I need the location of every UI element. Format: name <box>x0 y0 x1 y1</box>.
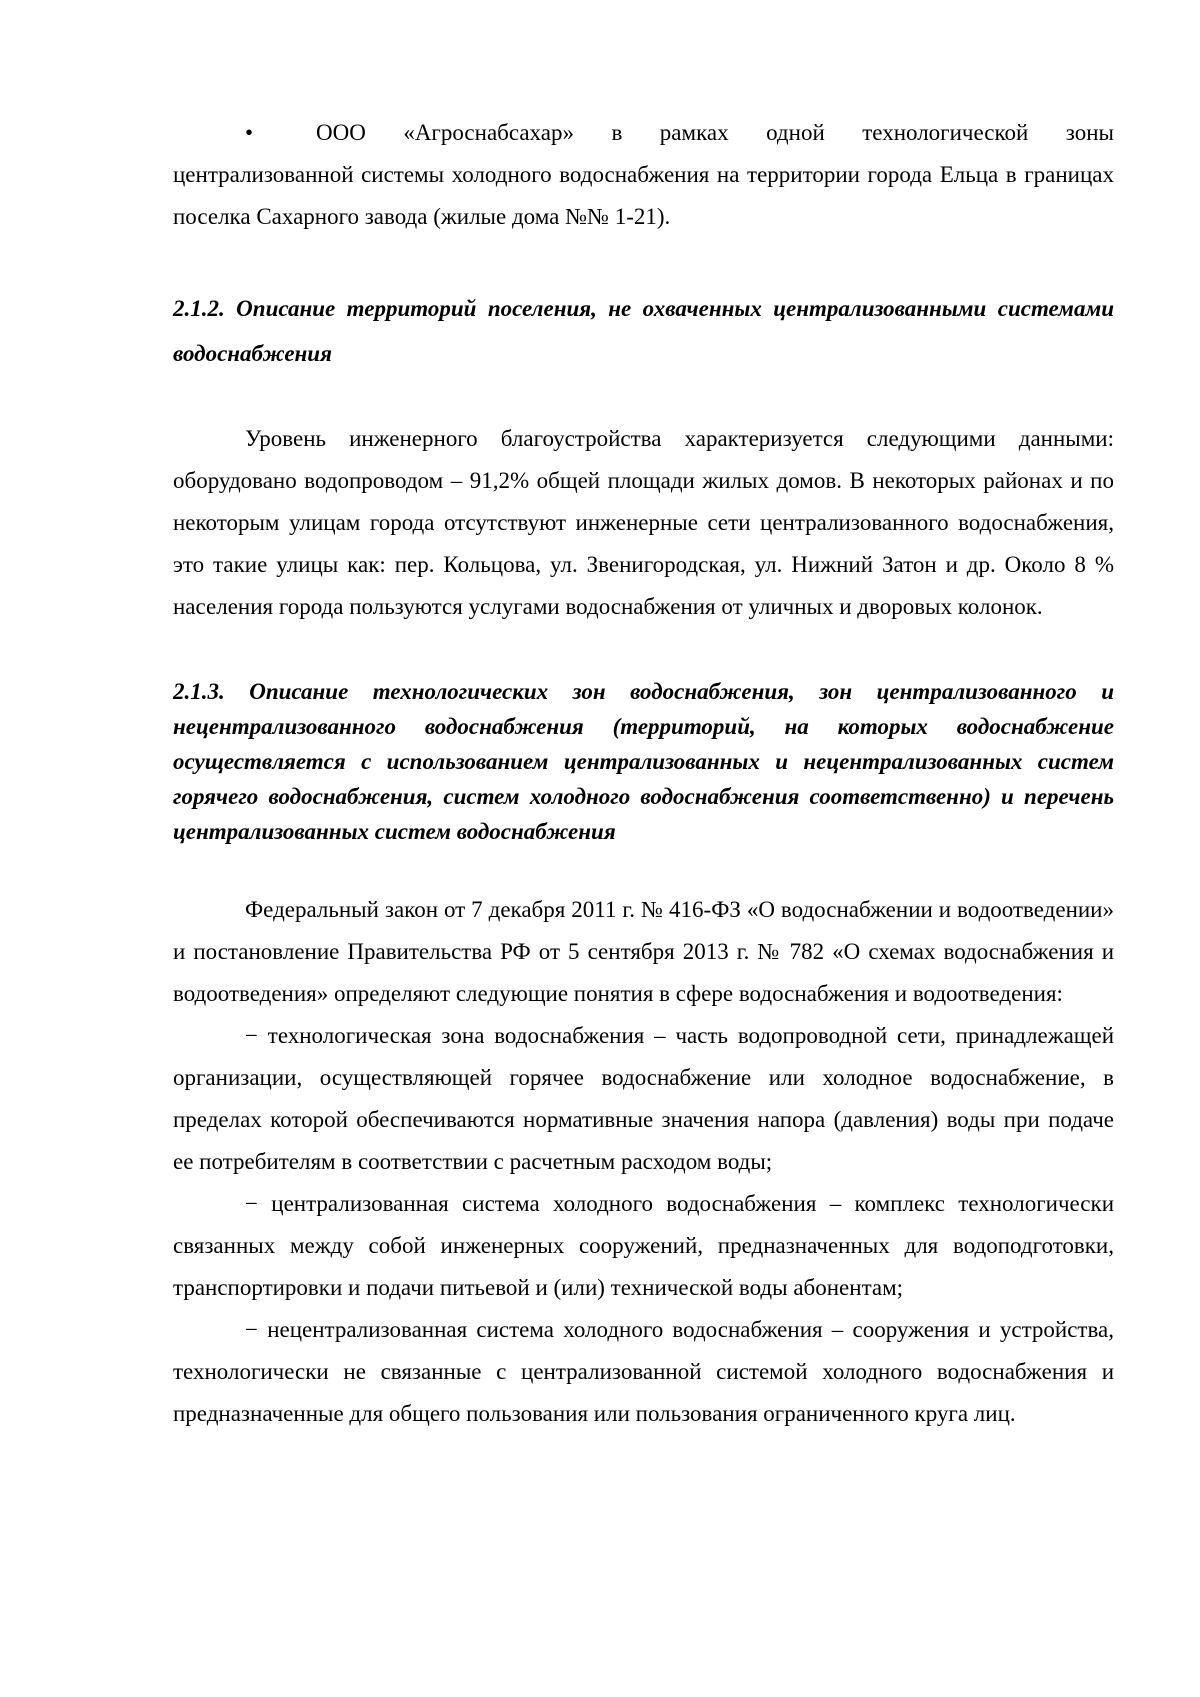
bullet-list-item <box>173 112 1114 238</box>
paragraph-federal-law: Федеральный закон от 7 декабря 2011 г. № 416-ФЗ «О водоснабжении и водоотведении» и постановление Правительства РФ от 5 сентября 2013 г. № 782 «О схемах водоснабжения и водоотведения» определяют следующие понятия в сфере водоснабжения и водоотведения: <box>173 897 1114 1006</box>
definition-centralized-system: − централизованная система холодного водоснабжения – комплекс технологически связанных между собой инженерных сооружений, предназначенных для водоподготовки, транспортировки и подачи питьевой и (или) технической воды абонентам; <box>173 1191 1114 1300</box>
section-heading-2-1-3: 2.1.3. Описание технологических зон водоснабжения, зон централизованного и нецентрализованного водоснабжения (территорий, на которых водоснабжение осуществляется с использованием централизованных и нецентрализованных систем горячего водоснабжения, систем холодного водоснабжения соответственно) и перечень централизованных систем водоснабжения <box>173 679 1114 844</box>
bullet-item-first-line: ООО «Агроснабсахар» в рамках одной технологической зоны <box>316 120 1114 145</box>
section-heading-2-1-2: 2.1.2. Описание территорий поселения, не охваченных централизованными системами водоснабжения <box>173 296 1114 366</box>
definition-technological-zone: − технологическая зона водоснабжения – часть водопроводной сети, принадлежащей организации, осуществляющей горячее водоснабжение или холодное водоснабжение, в пределах которой обеспечиваются нормативные значения напора (давления) воды при подаче ее потребителям в соответствии с расчетным расходом воды; <box>173 1023 1114 1174</box>
definition-decentralized-system: − нецентрализованная система холодного водоснабжения – сооружения и устройства, технологически не связанные с централизованной системой холодного водоснабжения и предназначенные для общего пользования или пользования ограниченного круга лиц. <box>173 1317 1114 1426</box>
bullet-item-text: централизованной системы холодного водоснабжения на территории города Ельца в границах поселка Сахарного завода (жилые дома №№ 1-21). <box>173 162 1114 229</box>
bullet-dot-icon: • <box>245 120 254 145</box>
paragraph-engineering-level: Уровень инженерного благоустройства характеризуется следующими данными: оборудовано водопроводом – 91,2% общей площади жилых домов. В некоторых районах и по некоторым улицам города отсутствуют инженерные сети централизованного водоснабжения, это такие улицы как: пер. Кольцова, ул. Звенигородская, ул. Нижний Затон и др. Около 8 % населения города пользуются услугами водоснабжения от уличных и дворовых колонок. <box>173 426 1114 619</box>
